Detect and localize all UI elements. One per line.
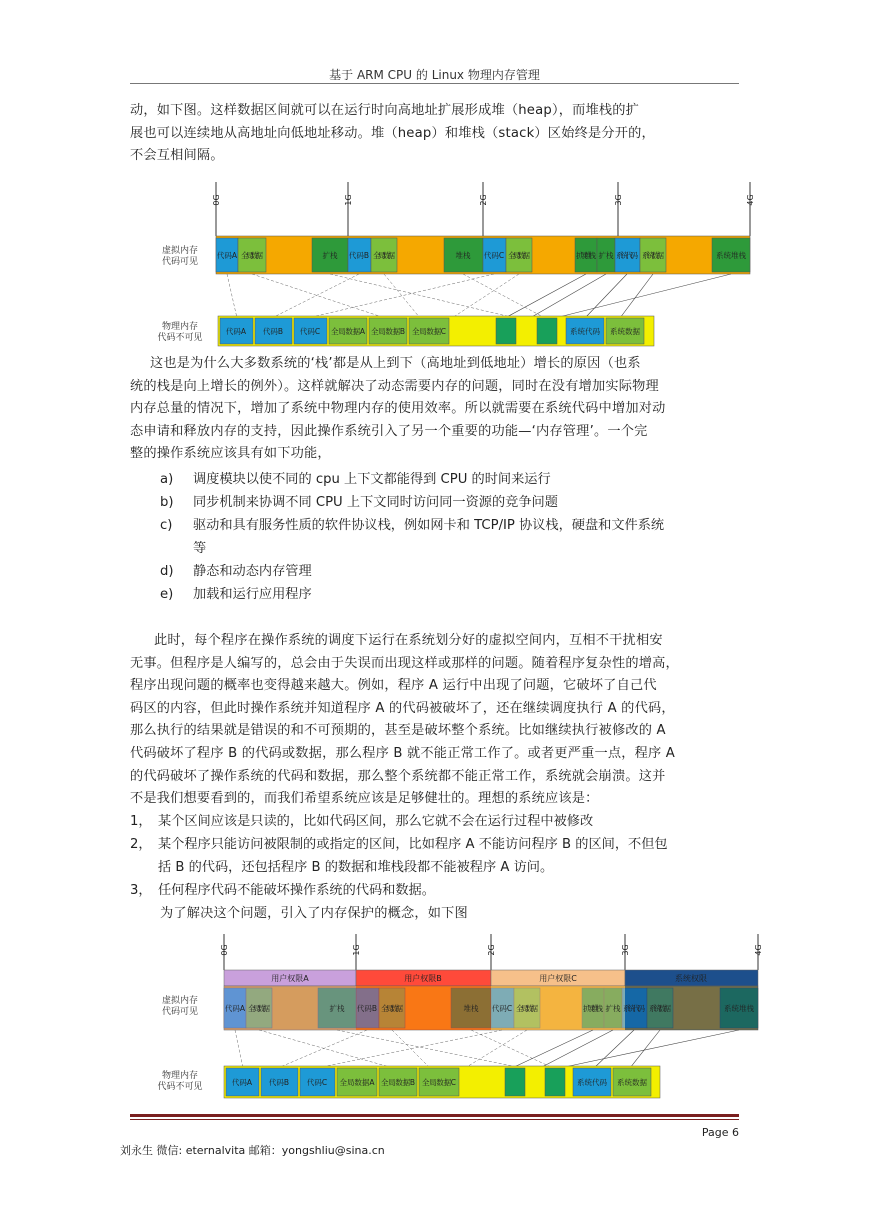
- pblock-global-b: 全局数据B: [381, 1078, 415, 1087]
- vblock-stack: 扩栈: [322, 251, 338, 260]
- region-label-a: 用户权限A: [271, 974, 309, 983]
- text-line: 不是我们想要看到的，而我们希望系统应该是足够健壮的。理想的系统应该是：: [130, 791, 599, 807]
- list-item: 驱动和具有服务性质的软件协议栈，例如网卡和 TCP/IP 协议栈，硬盘和文件系统: [193, 518, 665, 533]
- vblock-sys-data: 系统数据: [642, 251, 664, 260]
- pblock-code-b: 代码B: [268, 1078, 290, 1087]
- list-item-continuation: 括 B 的代码，还包括程序 B 的数据和堆栈段都不能被程序 A 访问。: [158, 860, 554, 875]
- footer-rule: [130, 1114, 739, 1117]
- vblock-stack: 扩栈: [605, 1004, 621, 1013]
- vblock-global-data: 全局数据: [381, 1004, 403, 1013]
- vblock-code-c: 代码C: [483, 251, 505, 260]
- text-line: 态申请和释放内存的支持，因此操作系统引入了另一个重要的功能—‘内存管理’。一个完: [130, 423, 648, 439]
- list-item: 任何程序代码不能破坏操作系统的代码和数据。: [158, 883, 435, 898]
- vblock-global-data: 全局数据: [248, 1004, 270, 1013]
- list-marker: 3，: [130, 883, 152, 898]
- text-line: 无事。但程序是人编写的，总会由于失误而出现这样或那样的问题。随着程序复杂性的增高，: [130, 655, 679, 671]
- pblock-sys-data: 系统数据: [617, 1078, 647, 1087]
- region-label-b: 用户权限B: [404, 974, 442, 983]
- text-line: 内存总量的情况下，增加了系统中物理内存的使用效率。所以就需要在系统代码中增加对动: [130, 401, 666, 417]
- text-line: 这也是为什么大多数系统的‘栈’都是从上到下（高地址到低地址）增长的原因（也系: [150, 356, 641, 371]
- paragraph-3: [130, 630, 740, 811]
- list-item: 同步机制来协调不同 CPU 上下文同时访问同一资源的竞争问题: [193, 495, 558, 510]
- vblock-sys-code: 系统代码: [616, 251, 638, 260]
- text-line: 此时，每个程序在操作系统的调度下运行在系统划分好的虚拟空间内，互相不干扰相安: [154, 633, 663, 648]
- list-marker: e): [160, 587, 174, 602]
- tick-0g: 0G: [220, 944, 229, 956]
- list-marker: 2，: [130, 837, 152, 852]
- tick-4g: 4G: [754, 944, 763, 956]
- text-line: 的代码破坏了操作系统的代码和数据，那么整个系统都不能正常工作，系统就会崩溃。这并: [130, 768, 666, 784]
- pblock-sys-code: 系统代码: [577, 1078, 607, 1087]
- tick-4g: 4G: [746, 194, 755, 206]
- list-item: 加载和运行应用程序: [193, 587, 312, 602]
- list-marker: a): [160, 472, 174, 487]
- pblock-global-b: 全局数据B: [371, 327, 405, 336]
- region-label-sys: 系统权限: [675, 974, 707, 983]
- tick-1g: 1G: [352, 944, 361, 956]
- vblock-code-c: 代码C: [491, 1004, 513, 1013]
- fig1-physical-label: 物理内存 代码不可见: [157, 322, 203, 343]
- list-item: 静态和动态内存管理: [193, 564, 312, 579]
- vblock-sys-data: 系统数据: [649, 1004, 671, 1013]
- author-info: 刘永生 微信: eternalvita 邮箱：yongshliu@sina.cn: [120, 1144, 385, 1157]
- text-line: 统的栈是向上增长的例外）。这样就解决了动态需要内存的问题，同时在没有增加实际物理: [130, 378, 659, 394]
- paragraph-2: [130, 353, 740, 466]
- text-line: 不会互相间隔。: [130, 148, 224, 164]
- vblock-code-a: 代码A: [216, 251, 238, 260]
- pblock-code-c: 代码C: [306, 1078, 328, 1087]
- list-marker: c): [160, 518, 173, 533]
- text-line: 展也可以连续地从高地址向低地址移动。堆（heap）和堆栈（stack）区始终是分开的，: [130, 125, 655, 141]
- paragraph-4: 为了解决这个问题，引入了内存保护的概念，如下图: [160, 906, 468, 921]
- list-marker: b): [160, 495, 174, 510]
- pblock-global-a: 全局数据A: [331, 327, 365, 336]
- list-item: 某个程序只能访问被限制的或指定的区间，比如程序 A 不能访问程序 B 的区间，不但包: [158, 837, 668, 852]
- vblock-sys-stack: 系统堆栈: [724, 1004, 754, 1013]
- vblock-sys-code: 系统代码: [623, 1004, 645, 1013]
- text-line: 动，如下图。这样数据区间就可以在运行时向高地址扩展形成堆（heap），而堆栈的扩: [130, 103, 640, 118]
- tick-2g: 2G: [487, 944, 496, 956]
- region-label-c: 用户权限C: [539, 974, 577, 983]
- vblock-ext-stack: 扩展堆栈: [583, 1004, 603, 1013]
- vblock-code-a: 代码A: [224, 1004, 246, 1013]
- vblock-sys-stack: 系统堆栈: [716, 251, 746, 260]
- pblock-code-c: 代码C: [299, 327, 321, 336]
- vblock-stack: 堆栈: [455, 251, 471, 260]
- list-item: 调度模块以使不同的 cpu 上下文都能得到 CPU 的时间来运行: [193, 472, 551, 487]
- vblock-stack: 扩栈: [329, 1004, 345, 1013]
- tick-1g: 1G: [344, 194, 353, 206]
- vblock-ext-stack: 扩展堆栈: [576, 251, 596, 260]
- pblock-sys-data: 系统数据: [610, 327, 640, 336]
- tick-0g: 0G: [212, 194, 221, 206]
- page-header: 基于 ARM CPU 的 Linux 物理内存管理: [329, 68, 540, 82]
- text-line: 代码破坏了程序 B 的代码或数据，那么程序 B 就不能正常工作了。或者更严重一点，程序 A: [130, 745, 676, 761]
- vblock-global-data: 全局数据: [373, 251, 395, 260]
- fig2-virtual-label: 虚拟内存 代码可见: [161, 996, 198, 1017]
- page-number: Page 6: [701, 1126, 739, 1139]
- text-line: 那么执行的结果就是错误的和不可预期的，甚至是破坏整个系统。比如继续执行被修改的 A: [130, 723, 666, 739]
- pblock-sys-code: 系统代码: [570, 327, 600, 336]
- list-marker: d): [160, 564, 174, 579]
- pblock-global-c: 全局数据C: [412, 327, 446, 336]
- vblock-global-data: 全局数据: [516, 1004, 538, 1013]
- fig2-physical-label: 物理内存 代码不可见: [157, 1071, 203, 1092]
- footer-rule-thin: [130, 1119, 739, 1120]
- tick-2g: 2G: [479, 194, 488, 206]
- text-line: 程序出现问题的概率也变得越来越大。例如，程序 A 运行中出现了问题，它破坏了自己代: [130, 678, 657, 694]
- text-line: 整的操作系统应该具有如下功能，: [130, 446, 331, 462]
- vblock-global-data: 全局数据: [241, 251, 263, 260]
- list-item-continuation: 等: [193, 541, 207, 556]
- tick-3g: 3G: [621, 944, 630, 956]
- vblock-stack: 堆栈: [463, 1004, 479, 1013]
- list-marker: 1，: [130, 814, 152, 829]
- pblock-code-b: 代码B: [262, 327, 284, 336]
- pblock-code-a: 代码A: [231, 1078, 253, 1087]
- text-line: 码区的内容，但此时操作系统并知道程序 A 的代码被破坏了，还在继续调度执行 A 的代码，: [130, 700, 675, 716]
- vblock-code-b: 代码B: [356, 1004, 378, 1013]
- pblock-global-a: 全局数据A: [339, 1078, 375, 1087]
- list-item: 某个区间应该是只读的，比如代码区间，那么它就不会在运行过程中被修改: [158, 814, 594, 829]
- vblock-stack: 扩栈: [598, 251, 614, 260]
- pblock-code-a: 代码A: [225, 327, 247, 336]
- vblock-code-b: 代码B: [348, 251, 370, 260]
- pblock-global-c: 全局数据C: [422, 1078, 456, 1087]
- vblock-global-data: 全局数据: [508, 251, 530, 260]
- tick-3g: 3G: [614, 194, 623, 206]
- fig1-virtual-label: 虚拟内存 代码可见: [161, 246, 198, 267]
